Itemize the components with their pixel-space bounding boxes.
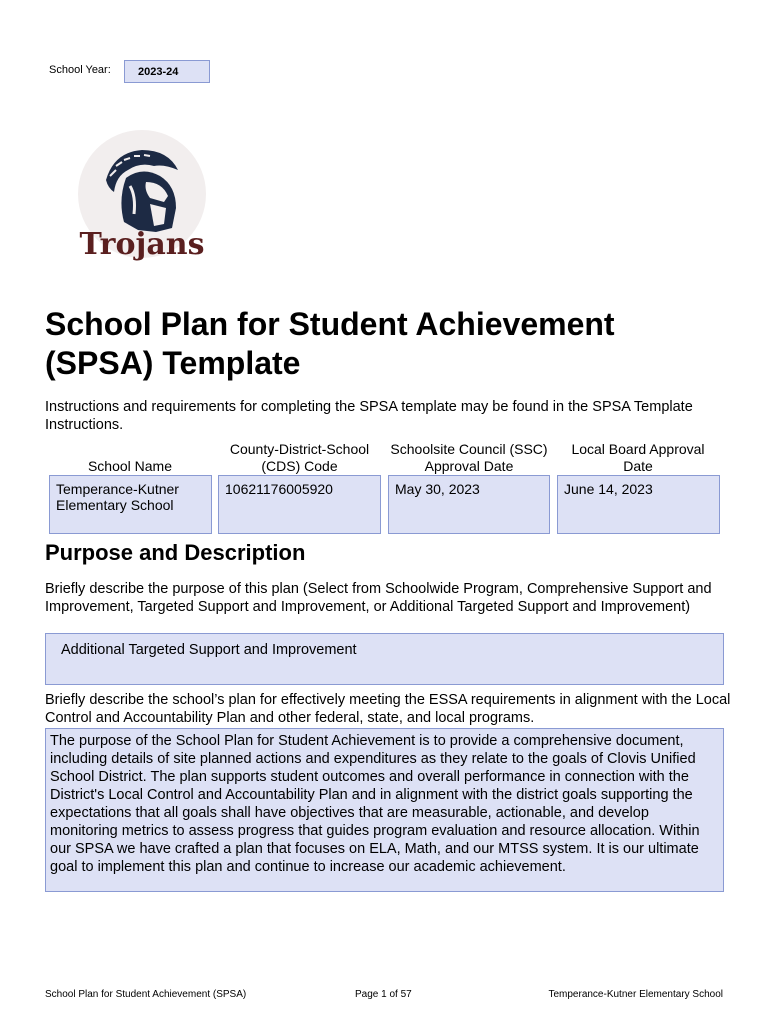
school-year-field[interactable]: 2023-24 <box>124 60 210 83</box>
trojan-helmet-logo <box>76 130 208 266</box>
intro-text: Instructions and requirements for completing the SPSA template may be found in the SPSA Template Instructions. <box>45 399 693 433</box>
cds-code-field[interactable]: 10621176005920 <box>218 475 381 534</box>
footer-doc-title: School Plan for Student Achievement (SPSA) <box>45 989 247 1000</box>
board-date-field[interactable]: June 14, 2023 <box>557 475 720 534</box>
header-board-date: Local Board Approval Date <box>571 441 705 474</box>
purpose-heading: Purpose and Description <box>45 540 306 565</box>
purpose-field[interactable]: Additional Targeted Support and Improvement <box>45 633 724 685</box>
page-title: School Plan for Student Achievement (SPSA) Template <box>45 306 615 381</box>
purpose-instruction: Briefly describe the purpose of this plan (Select from Schoolwide Program, Comprehensive Support and Improvement, Targeted Support and Improvement, or Additional Targeted Support and Improvement) <box>45 581 712 615</box>
logo-wordmark: Trojans <box>79 227 205 262</box>
school-year-label: School Year: <box>49 64 111 76</box>
essa-instruction: Briefly describe the school’s plan for effectively meeting the ESSA requirements in alignment with the Local Control and Accountability Plan and other federal, state, and local programs. <box>45 692 731 726</box>
footer-school-name: Temperance-Kutner Elementary School <box>548 989 723 1000</box>
essa-description-field[interactable]: The purpose of the School Plan for Student Achievement is to provide a comprehensive document, including details of site planned actions and expenditures as they relate to the goals of Clovis Unified School District. The plan supports student outcomes and overall performance in connection with the District's Local Control and Accountability Plan and in alignment with the district goals supporting the expectations that all goals shall have objectives that are measurable, actionable, and develop monitoring metrics to assess progress that guides program evaluation and resource allocation. Within our SPSA we have crafted a plan that focuses on ELA, Math, and our MTSS system. It is our ultimate goal to implement this plan and continue to increase our academic achievement. <box>45 728 724 892</box>
school-name-field[interactable]: Temperance-Kutner Elementary School <box>49 475 212 534</box>
ssc-date-field[interactable]: May 30, 2023 <box>388 475 550 534</box>
header-cds-code: County-District-School (CDS) Code <box>229 441 370 474</box>
header-school-name: School Name <box>87 458 173 474</box>
header-ssc-date: Schoolsite Council (SSC) Approval Date <box>390 441 548 474</box>
footer-page-number: Page 1 of 57 <box>355 989 412 1000</box>
